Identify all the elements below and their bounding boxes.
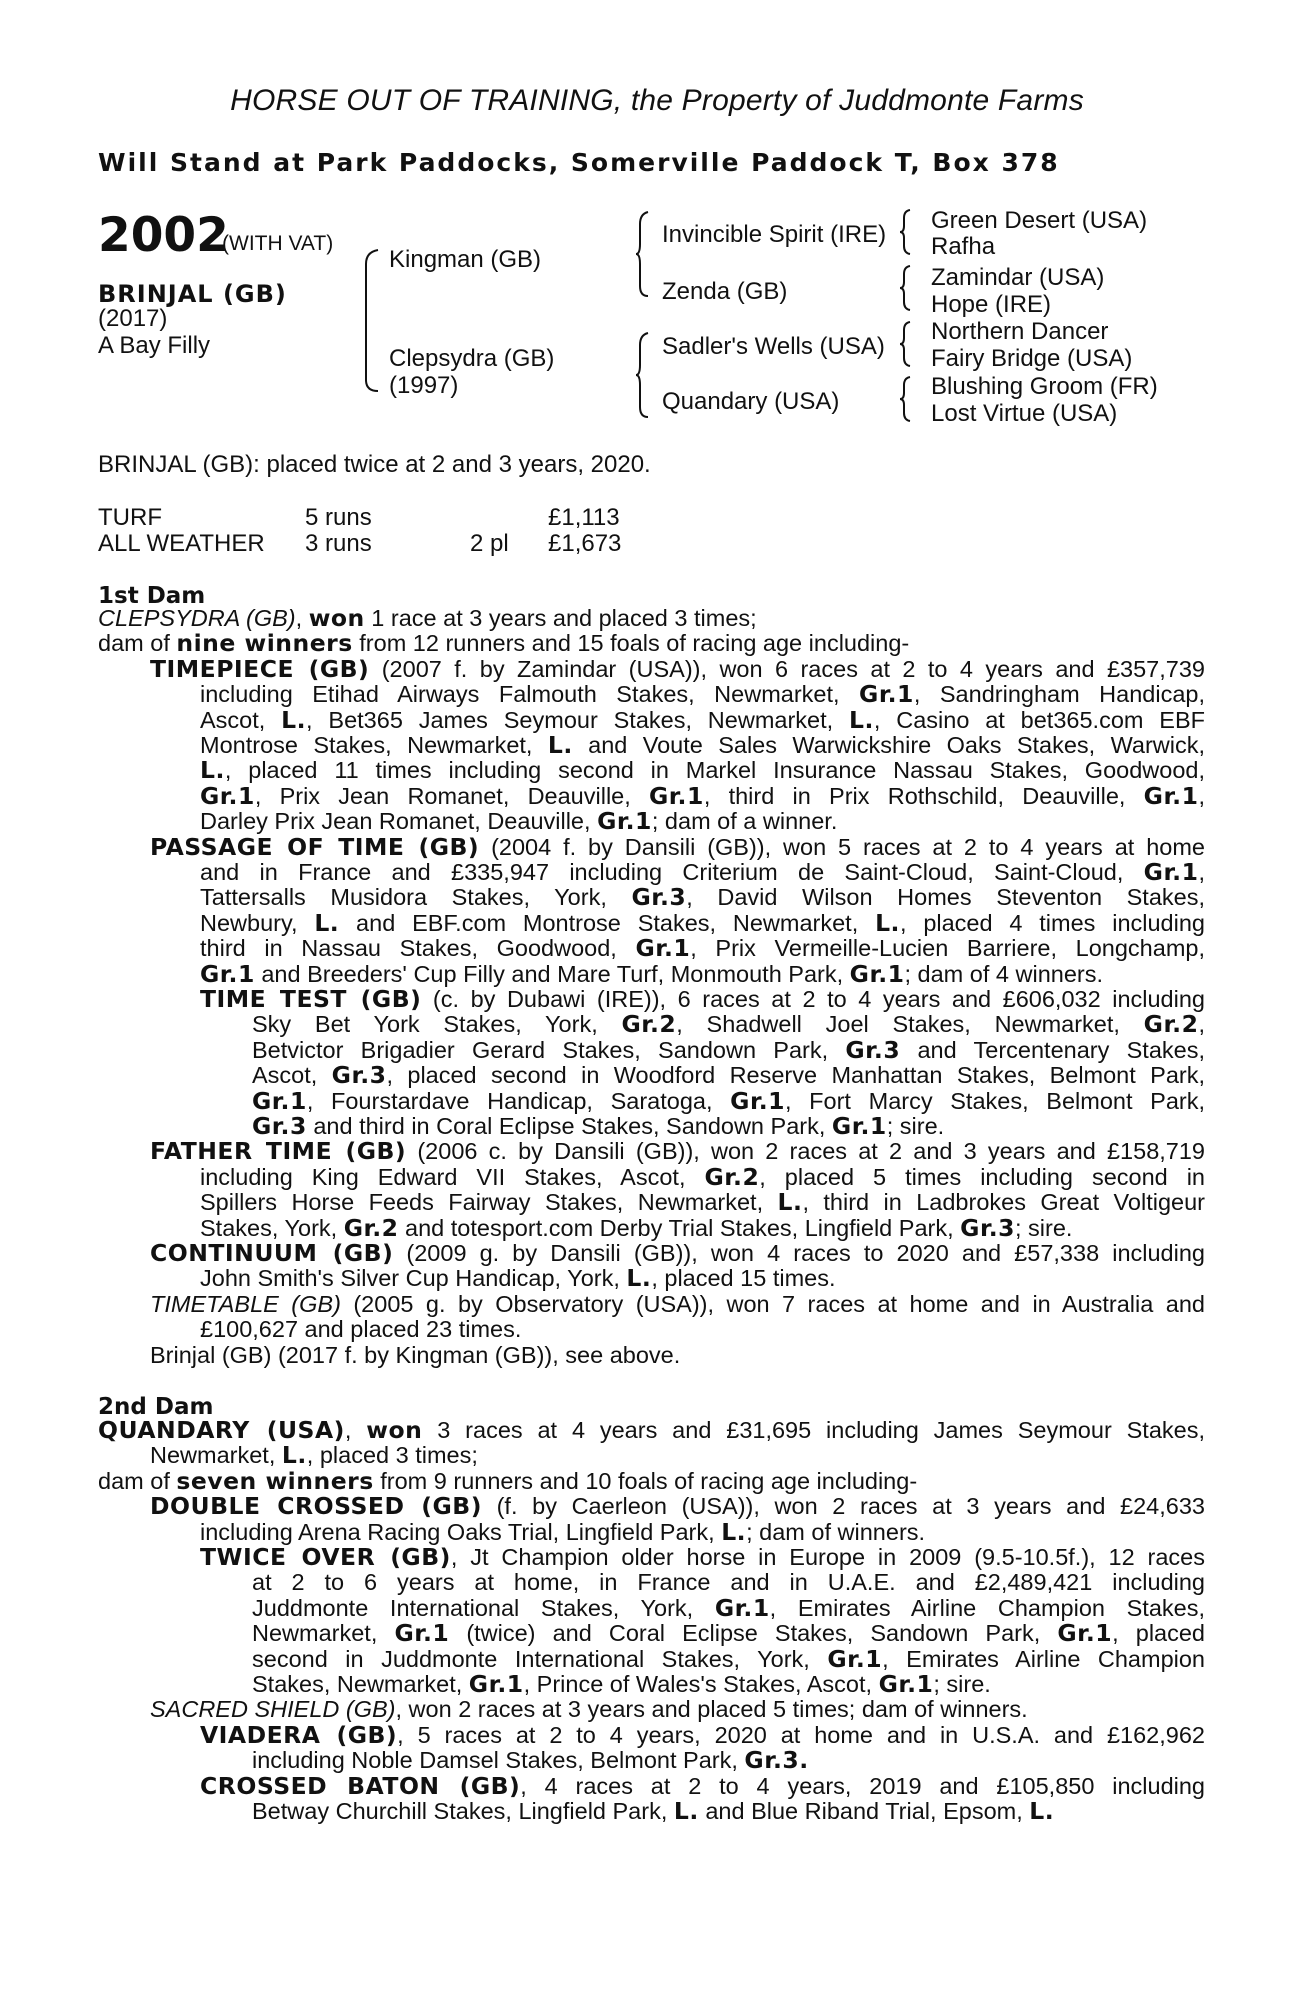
perf-earnings: £1,113 bbox=[548, 504, 620, 531]
bold-text: L. bbox=[875, 908, 900, 937]
dam2-line bbox=[252, 1799, 1054, 1825]
bold-text: L. bbox=[547, 731, 573, 759]
text-run: (2006 c. by Dansili (GB)), won 2 races at 2 and 3 years and £158,719 bbox=[406, 1138, 1205, 1165]
dam2-line bbox=[150, 1494, 1205, 1520]
dam2-line bbox=[252, 1748, 809, 1774]
dam2-line bbox=[252, 1672, 991, 1698]
bold-text: Gr.2 bbox=[704, 1162, 760, 1191]
text-run: dam of bbox=[98, 630, 177, 657]
text-run: (2009 g. by Dansili (GB)), won 4 races to 2020 and £57,338 including bbox=[393, 1240, 1205, 1266]
perf-surface: TURF bbox=[98, 504, 162, 531]
dam2-line bbox=[98, 1466, 918, 1495]
dam1-line bbox=[150, 654, 1205, 683]
bold-text: won bbox=[308, 604, 365, 632]
text-run: , placed 3 times; bbox=[306, 1442, 478, 1469]
bold-text: Gr.1 bbox=[878, 1670, 934, 1698]
horse-name: BRINJAL (GB) bbox=[98, 280, 287, 308]
pedigree-dam-sire: Sadler's Wells (USA) bbox=[662, 333, 885, 360]
bold-text: TIMEPIECE (GB) bbox=[150, 654, 370, 683]
text-run: (f. by Caerleon (USA)), won 2 races at 3 years and £24,633 bbox=[481, 1493, 1205, 1520]
text-run: Spillers Horse Feeds Fairway Stakes, Newmarket, bbox=[200, 1189, 778, 1216]
text-run: , Shadwell Joel Stakes, Newmarket, bbox=[676, 1011, 1144, 1038]
perf-runs: 3 runs bbox=[305, 530, 372, 557]
bold-text: PASSAGE OF TIME (GB) bbox=[150, 832, 480, 861]
text-run: at 2 to 6 years at home, in France and in U.A.E. and £2,489,421 including bbox=[252, 1569, 1205, 1596]
text-run: , third in Ladbrokes Great Voltigeur bbox=[802, 1189, 1206, 1216]
text-run: ; sire. bbox=[933, 1671, 991, 1697]
dam2-line bbox=[200, 1545, 1205, 1571]
text-run: , Emirates Airline Champion Stakes, bbox=[769, 1594, 1206, 1621]
pedigree-brace-ds bbox=[898, 320, 916, 368]
text-run: Stakes, Newmarket, bbox=[252, 1671, 469, 1697]
bold-text: Gr.3 bbox=[331, 1061, 387, 1090]
dam2-line bbox=[252, 1644, 1206, 1673]
text-run: dam of bbox=[98, 1467, 177, 1494]
text-run: and Voute Sales Warwickshire Oaks Stakes, Warwick, bbox=[572, 732, 1205, 758]
bold-text: L. bbox=[314, 908, 340, 937]
pedigree-brace-sd bbox=[898, 264, 916, 312]
text-run: , bbox=[295, 605, 309, 631]
dam2-line bbox=[200, 1771, 1205, 1800]
pedigree-ddd: Lost Virtue (USA) bbox=[931, 400, 1118, 427]
dam1-line bbox=[200, 809, 837, 835]
pedigree-dds: Blushing Groom (FR) bbox=[931, 373, 1158, 400]
pedigree-dam-year: (1997) bbox=[389, 372, 459, 399]
italic-text: CLEPSYDRA (GB) bbox=[98, 605, 296, 631]
text-run: 1 race at 3 years and placed 3 times; bbox=[364, 605, 757, 631]
bold-text: Gr.1 bbox=[859, 680, 914, 709]
bold-text: Gr.1 bbox=[831, 1112, 887, 1140]
vat-note: (WITH VAT) bbox=[222, 232, 334, 255]
bold-text: seven winners bbox=[176, 1466, 374, 1495]
bold-text: Gr.1 bbox=[1143, 781, 1199, 810]
pedigree-sire-sire: Invincible Spirit (IRE) bbox=[662, 221, 887, 248]
text-run: third in Nassau Stakes, Goodwood, bbox=[200, 935, 636, 962]
bold-text: L. bbox=[281, 705, 307, 734]
text-run: Montrose Stakes, Newmarket, bbox=[200, 732, 548, 758]
bold-text: TIME TEST (GB) bbox=[200, 985, 422, 1013]
dam1-line bbox=[200, 860, 1205, 886]
text-run: £100,627 and placed 23 times. bbox=[200, 1316, 522, 1343]
text-run: Betvictor Brigadier Gerard Stakes, Sandown Park, bbox=[252, 1036, 846, 1063]
text-run: , won 2 races at 3 years and placed 5 times; dam of winners. bbox=[395, 1696, 1028, 1723]
pedigree-sire: Kingman (GB) bbox=[389, 246, 542, 273]
pedigree-brace-sire bbox=[634, 210, 654, 298]
dam1-line bbox=[200, 1190, 1205, 1216]
text-run: , bbox=[1198, 782, 1205, 809]
dam1-line bbox=[150, 1241, 1205, 1267]
bold-text: Gr.1 bbox=[200, 959, 255, 988]
pedigree-sire-dam: Zenda (GB) bbox=[662, 278, 788, 305]
dam2-line bbox=[150, 1697, 1028, 1723]
pedigree-brace-ss bbox=[898, 208, 916, 256]
text-run: , placed 15 times. bbox=[651, 1265, 836, 1292]
text-run: ; sire. bbox=[886, 1113, 945, 1139]
dam1-line bbox=[252, 1035, 1205, 1064]
text-run: Newmarket, bbox=[252, 1620, 395, 1647]
dam1-line bbox=[98, 606, 757, 632]
text-run: Juddmonte International Stakes, York, bbox=[252, 1594, 715, 1621]
text-run: and Breeders' Cup Filly and Mare Turf, Monmouth Park, bbox=[254, 960, 850, 987]
bold-text: Gr.1 bbox=[200, 781, 255, 810]
text-run: ; dam of 4 winners. bbox=[904, 960, 1104, 987]
bold-text: Gr.1 bbox=[597, 807, 652, 836]
text-run: (2005 g. by Observatory (USA)), won 7 races at home and in Australia and bbox=[340, 1290, 1205, 1317]
dam1-line bbox=[200, 908, 1205, 937]
dam1-line bbox=[150, 1343, 680, 1369]
dam1-line bbox=[200, 987, 1205, 1013]
dam1-line bbox=[252, 1063, 1205, 1089]
bold-text: Gr.3 bbox=[960, 1213, 1015, 1242]
pedigree-brace-dd bbox=[898, 375, 916, 423]
dam2-line bbox=[98, 1418, 1205, 1444]
dam1-line bbox=[200, 758, 1205, 784]
text-run: and in France and £335,947 including Criterium de Saint-Cloud, Saint-Cloud, bbox=[200, 859, 1144, 885]
text-run: , Casino at bet365.com EBF bbox=[873, 706, 1205, 733]
lot-number: 2002 bbox=[98, 208, 229, 263]
bold-text: Gr.1 bbox=[714, 1593, 770, 1622]
text-run: , bbox=[1198, 1011, 1205, 1038]
bold-text: TWICE OVER (GB) bbox=[200, 1543, 451, 1571]
text-run: , third in Prix Rothschild, Deauville, bbox=[703, 782, 1144, 809]
text-run: , bbox=[344, 1417, 367, 1443]
bold-text: won bbox=[366, 1416, 423, 1444]
text-run: Sky Bet York Stakes, York, bbox=[252, 1011, 622, 1038]
text-run: , placed 4 times including bbox=[899, 909, 1205, 936]
text-run: and Blue Riband Trial, Epsom, bbox=[698, 1798, 1030, 1824]
horse-year: (2017) bbox=[98, 305, 168, 332]
bold-text: Gr.3 bbox=[845, 1035, 901, 1064]
perf-earnings: £1,673 bbox=[548, 530, 622, 557]
dam1-line bbox=[200, 682, 1205, 708]
text-run: second in Juddmonte International Stakes, York, bbox=[252, 1645, 828, 1672]
text-run: John Smith's Silver Cup Handicap, York, bbox=[200, 1265, 627, 1292]
text-run: , Prix Vermeille-Lucien Barriere, Longchamp, bbox=[690, 935, 1205, 962]
bold-text: Gr.2 bbox=[1143, 1010, 1199, 1039]
pedigree-dss: Northern Dancer bbox=[931, 318, 1109, 345]
pedigree-dam-dam: Quandary (USA) bbox=[662, 388, 840, 415]
text-run: (c. by Dubawi (IRE)), 6 races at 2 to 4 years and £606,032 including bbox=[421, 986, 1205, 1012]
text-run: Brinjal (GB) (2017 f. by Kingman (GB)), see above. bbox=[150, 1341, 681, 1368]
text-run: ; dam of a winner. bbox=[651, 808, 838, 835]
dam1-line bbox=[200, 1213, 1073, 1242]
text-run: , Fort Marcy Stakes, Belmont Park, bbox=[784, 1087, 1205, 1114]
text-run: , Sandringham Handicap, bbox=[913, 681, 1205, 708]
pedigree-sss: Green Desert (USA) bbox=[931, 207, 1148, 234]
bold-text: L. bbox=[200, 756, 225, 785]
text-run: and third in Coral Eclipse Stakes, Sandown Park, bbox=[306, 1113, 832, 1139]
dam2-line bbox=[150, 1443, 478, 1469]
dam1-line bbox=[252, 1012, 1205, 1038]
text-run: from 9 runners and 10 foals of racing age including- bbox=[373, 1467, 918, 1494]
dam1-line bbox=[98, 631, 909, 657]
dam1-line bbox=[150, 1292, 1205, 1318]
dam1-line bbox=[252, 1114, 944, 1140]
bold-text: FATHER TIME (GB) bbox=[150, 1137, 407, 1166]
dam1-line bbox=[200, 1317, 521, 1343]
text-run: (2004 f. by Dansili (GB)), won 5 races at 2 to 4 years at home bbox=[479, 833, 1205, 860]
text-run: including Arena Racing Oaks Trial, Lingfield Park, bbox=[200, 1518, 722, 1545]
bold-text: Gr.1 bbox=[394, 1619, 450, 1648]
text-run: , Bet365 James Seymour Stakes, Newmarket, bbox=[306, 706, 849, 733]
dam2-line bbox=[252, 1570, 1205, 1596]
bold-text: L. bbox=[777, 1188, 803, 1217]
bold-text: Gr.1 bbox=[849, 959, 905, 988]
text-run: , placed 5 times including second in bbox=[759, 1163, 1206, 1190]
text-run: , David Wilson Homes Steventon Stakes, bbox=[686, 884, 1205, 911]
text-run: , 4 races at 2 to 4 years, 2019 and £105,850 including bbox=[520, 1772, 1205, 1799]
bold-text: CONTINUUM (GB) bbox=[150, 1239, 394, 1267]
text-run: ; dam of winners. bbox=[746, 1518, 926, 1545]
perf-runs: 5 runs bbox=[305, 504, 372, 531]
pedigree-dsd: Fairy Bridge (USA) bbox=[931, 345, 1133, 372]
dam2-line bbox=[200, 1517, 926, 1546]
pedigree-brace-dam bbox=[634, 331, 654, 419]
dam1-line bbox=[200, 936, 1205, 962]
text-run: Darley Prix Jean Romanet, Deauville, bbox=[200, 808, 598, 835]
text-run: Stakes, York, bbox=[200, 1214, 344, 1241]
text-run: , Prince of Wales's Stakes, Ascot, bbox=[523, 1671, 879, 1697]
bold-text: DOUBLE CROSSED (GB) bbox=[150, 1492, 482, 1521]
text-run: (twice) and Coral Eclipse Stakes, Sandown Park, bbox=[449, 1620, 1058, 1647]
bold-text: nine winners bbox=[176, 629, 353, 658]
bold-text: Gr.2 bbox=[621, 1010, 677, 1039]
text-run: , Emirates Airline Champion bbox=[882, 1645, 1206, 1672]
bold-text: L. bbox=[721, 1517, 747, 1546]
horse-description: A Bay Filly bbox=[98, 332, 211, 359]
bold-text: L. bbox=[281, 1441, 307, 1470]
first-dam-heading: 1st Dam bbox=[98, 583, 206, 609]
pedigree-brace-main bbox=[360, 248, 386, 393]
bold-text: Gr.3 bbox=[252, 1112, 307, 1140]
race-summary: BRINJAL (GB): placed twice at 2 and 3 years, 2020. bbox=[98, 451, 651, 478]
text-run: and EBF.com Montrose Stakes, Newmarket, bbox=[339, 909, 876, 936]
bold-text: Gr.1 bbox=[468, 1670, 524, 1698]
italic-text: SACRED SHIELD (GB) bbox=[150, 1696, 396, 1723]
text-run: (2007 f. by Zamindar (USA)), won 6 races at 2 to 4 years and £357,739 bbox=[369, 655, 1205, 682]
bold-text: Gr.1 bbox=[730, 1086, 785, 1115]
dam1-line bbox=[200, 733, 1205, 759]
text-run: , Fourstardave Handicap, Saratoga, bbox=[306, 1087, 731, 1114]
perf-surface: ALL WEATHER bbox=[98, 530, 265, 557]
text-run: ; sire. bbox=[1014, 1214, 1073, 1241]
text-run: Ascot, bbox=[200, 706, 282, 733]
bold-text: CROSSED BATON (GB) bbox=[200, 1771, 521, 1800]
dam1-line bbox=[200, 959, 1104, 988]
bold-text: Gr.2 bbox=[343, 1213, 399, 1242]
text-run: Newbury, bbox=[200, 909, 315, 936]
text-run: , 5 races at 2 to 4 years, 2020 at home and in U.S.A. and £162,962 bbox=[397, 1721, 1205, 1748]
pedigree-sds: Zamindar (USA) bbox=[931, 264, 1105, 291]
text-run: Tattersalls Musidora Stakes, York, bbox=[200, 884, 632, 911]
text-run: Betway Churchill Stakes, Lingfield Park, bbox=[252, 1798, 674, 1824]
text-run: , bbox=[1198, 859, 1205, 885]
bold-text: Gr.1 bbox=[635, 934, 691, 963]
text-run: including Noble Damsel Stakes, Belmont Park, bbox=[252, 1747, 745, 1774]
dam1-line bbox=[200, 1162, 1206, 1191]
text-run: Newmarket, bbox=[150, 1442, 282, 1469]
bold-text: Gr.1 bbox=[252, 1086, 307, 1115]
text-run: including King Edward VII Stakes, Ascot, bbox=[200, 1163, 705, 1190]
text-run: , Jt Champion older horse in Europe in 2009 (9.5-10.5f.), 12 races bbox=[450, 1544, 1205, 1570]
pedigree-ssd: Rafha bbox=[931, 233, 996, 260]
text-run: , Prix Jean Romanet, Deauville, bbox=[254, 782, 649, 809]
italic-text: TIMETABLE (GB) bbox=[150, 1290, 341, 1317]
bold-text: L. bbox=[626, 1264, 652, 1293]
page-heading: HORSE OUT OF TRAINING, the Property of Juddmonte Farms bbox=[230, 84, 1084, 117]
dam1-line bbox=[200, 781, 1205, 810]
text-run: and totesport.com Derby Trial Stakes, Lingfield Park, bbox=[398, 1214, 961, 1241]
dam2-line bbox=[200, 1720, 1205, 1749]
bold-text: Gr.1 bbox=[649, 781, 704, 810]
bold-text: VIADERA (GB) bbox=[200, 1720, 398, 1749]
text-run: , placed second in Woodford Reserve Manhattan Stakes, Belmont Park, bbox=[386, 1062, 1205, 1089]
bold-text: Gr.1 bbox=[1143, 858, 1199, 886]
dam1-line bbox=[200, 705, 1205, 734]
dam1-line bbox=[252, 1086, 1205, 1115]
bold-text: Gr.3. bbox=[744, 1746, 809, 1775]
bold-text: Gr.1 bbox=[1057, 1619, 1113, 1648]
bold-text: QUANDARY (USA) bbox=[98, 1416, 345, 1444]
bold-text: L. bbox=[673, 1797, 699, 1825]
pedigree-dam: Clepsydra (GB) bbox=[389, 345, 555, 372]
text-run: and Tercentenary Stakes, bbox=[900, 1036, 1205, 1063]
second-dam-heading: 2nd Dam bbox=[98, 1394, 214, 1420]
text-run: from 12 runners and 15 foals of racing age including- bbox=[352, 630, 910, 657]
text-run: 3 races at 4 years and £31,695 including James Seymour Stakes, bbox=[422, 1417, 1205, 1443]
stand-location: Will Stand at Park Paddocks, Somerville Paddock T, Box 378 bbox=[98, 148, 1060, 177]
dam2-line bbox=[252, 1621, 1205, 1647]
bold-text: Gr.1 bbox=[827, 1644, 883, 1673]
text-run: Ascot, bbox=[252, 1062, 332, 1089]
perf-placed: 2 pl bbox=[470, 530, 509, 557]
dam1-line bbox=[200, 1266, 836, 1292]
text-run: including Etihad Airways Falmouth Stakes, Newmarket, bbox=[200, 681, 860, 708]
text-run: , placed bbox=[1112, 1620, 1206, 1647]
dam2-line bbox=[252, 1593, 1206, 1622]
bold-text: L. bbox=[849, 705, 874, 734]
bold-text: L. bbox=[1029, 1797, 1055, 1825]
bold-text: Gr.3 bbox=[631, 883, 687, 912]
dam1-line bbox=[150, 832, 1205, 861]
dam1-line bbox=[200, 885, 1205, 911]
pedigree-sdd: Hope (IRE) bbox=[931, 291, 1052, 318]
dam1-line bbox=[150, 1139, 1205, 1165]
text-run: , placed 11 times including second in Markel Insurance Nassau Stakes, Goodwood, bbox=[224, 757, 1205, 784]
